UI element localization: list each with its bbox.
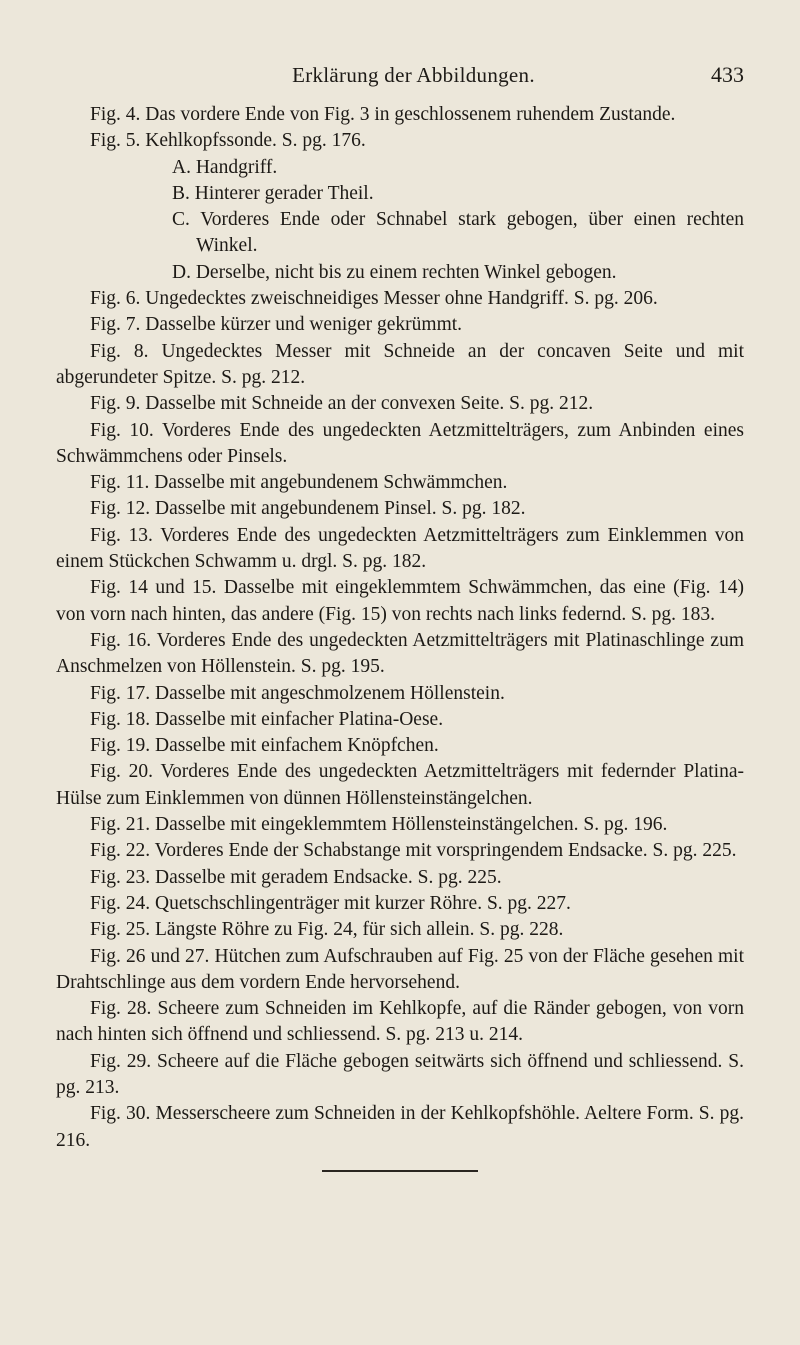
figure-entry: Fig. 30. Messerscheere zum Schneiden in der Kehlkopfshöhle. Aeltere Form. S. pg. 216. xyxy=(56,1103,744,1151)
figure-entry: Fig. 20. Vorderes Ende des ungedeckten Aetzmittelträgers mit federnder Platina-Hülse zum Einklemmen von dünnen Höllensteinstängelchen. xyxy=(56,761,744,809)
figure-entry: Fig. 9. Dasselbe mit Schneide an der convexen Seite. S. pg. 212. xyxy=(90,393,594,415)
running-header xyxy=(56,62,744,88)
figure-legend-list xyxy=(56,102,744,1154)
figure-entry: Fig. 12. Dasselbe mit angebundenem Pinsel. S. pg. 182. xyxy=(90,498,526,520)
figure-entry: Fig. 8. Ungedecktes Messer mit Schneide an der concaven Seite und mit abgerundeter Spitze. S. pg. 212. xyxy=(56,340,744,388)
figure-entry: Fig. 19. Dasselbe mit einfachem Knöpfchen. xyxy=(90,735,439,757)
figure-entry: Fig. 21. Dasselbe mit eingeklemmtem Höllensteinstängelchen. S. pg. 196. xyxy=(90,814,668,836)
figure-entry: Fig. 22. Vorderes Ende der Schabstange mit vorspringendem Endsacke. S. pg. 225. xyxy=(90,840,737,862)
closing-rule xyxy=(322,1170,478,1172)
figure-subentry: C. Vorderes Ende oder Schnabel stark gebogen, über einen rechten Winkel. xyxy=(172,209,744,257)
figure-entry: Fig. 26 und 27. Hütchen zum Aufschrauben auf Fig. 25 von der Fläche gesehen mit Drahtschlinge aus dem vordern Ende hervorsehend. xyxy=(56,945,744,993)
figure-subentry: D. Derselbe, nicht bis zu einem rechten Winkel gebogen. xyxy=(172,261,617,283)
figure-entry: Fig. 17. Dasselbe mit angeschmolzenem Höllenstein. xyxy=(90,682,505,704)
header-title: Erklärung der Abbildungen. xyxy=(292,63,535,87)
figure-subentry: B. Hinterer gerader Theil. xyxy=(172,182,374,204)
figure-entry: Fig. 6. Ungedecktes zweischneidiges Messer ohne Handgriff. S. pg. 206. xyxy=(90,288,658,310)
figure-entry: Fig. 11. Dasselbe mit angebundenem Schwämmchen. xyxy=(90,472,508,494)
figure-entry: Fig. 16. Vorderes Ende des ungedeckten Aetzmittelträgers mit Platinaschlinge zum Anschmelzen von Höllenstein. S. pg. 195. xyxy=(56,629,744,678)
figure-subentry: A. Handgriff. xyxy=(172,156,278,178)
figure-entry: Fig. 14 und 15. Dasselbe mit eingeklemmtem Schwämmchen, das eine (Fig. 14) von vorn nach hinten, das andere (Fig. 15) von rechts nach links federnd. S. pg. 183. xyxy=(56,577,744,625)
figure-entry: Fig. 10. Vorderes Ende des ungedeckten Aetzmittelträgers, zum Anbinden eines Schwämmchens oder Pinsels. xyxy=(56,419,744,467)
figure-entry: Fig. 5. Kehlkopfssonde. S. pg. 176. xyxy=(90,130,366,152)
figure-entry: Fig. 23. Dasselbe mit geradem Endsacke. S. pg. 225. xyxy=(90,866,502,888)
figure-entry: Fig. 28. Scheere zum Schneiden im Kehlkopfe, auf die Ränder gebogen, von vorn nach hinten sich öffnend und schliessend. S. pg. 213 u. 214. xyxy=(56,998,744,1046)
figure-entry: Fig. 24. Quetschschlingenträger mit kurzer Röhre. S. pg. 227. xyxy=(90,892,571,914)
figure-entry: Fig. 25. Längste Röhre zu Fig. 24, für sich allein. S. pg. 228. xyxy=(90,919,564,941)
figure-entry: Fig. 4. Das vordere Ende von Fig. 3 in geschlossenem ruhendem Zustande. xyxy=(90,104,676,125)
figure-entry: Fig. 7. Dasselbe kürzer und weniger gekrümmt. xyxy=(90,314,463,336)
page-number: 433 xyxy=(711,62,744,87)
figure-entry: Fig. 29. Scheere auf die Fläche gebogen seitwärts sich öffnend und schliessend. S. pg. 213. xyxy=(56,1050,744,1098)
figure-entry: Fig. 13. Vorderes Ende des ungedeckten Aetzmittelträgers zum Einklemmen von einem Stückchen Schwamm u. drgl. S. pg. 182. xyxy=(56,524,744,573)
figure-entry: Fig. 18. Dasselbe mit einfacher Platina-Oese. xyxy=(90,708,444,730)
